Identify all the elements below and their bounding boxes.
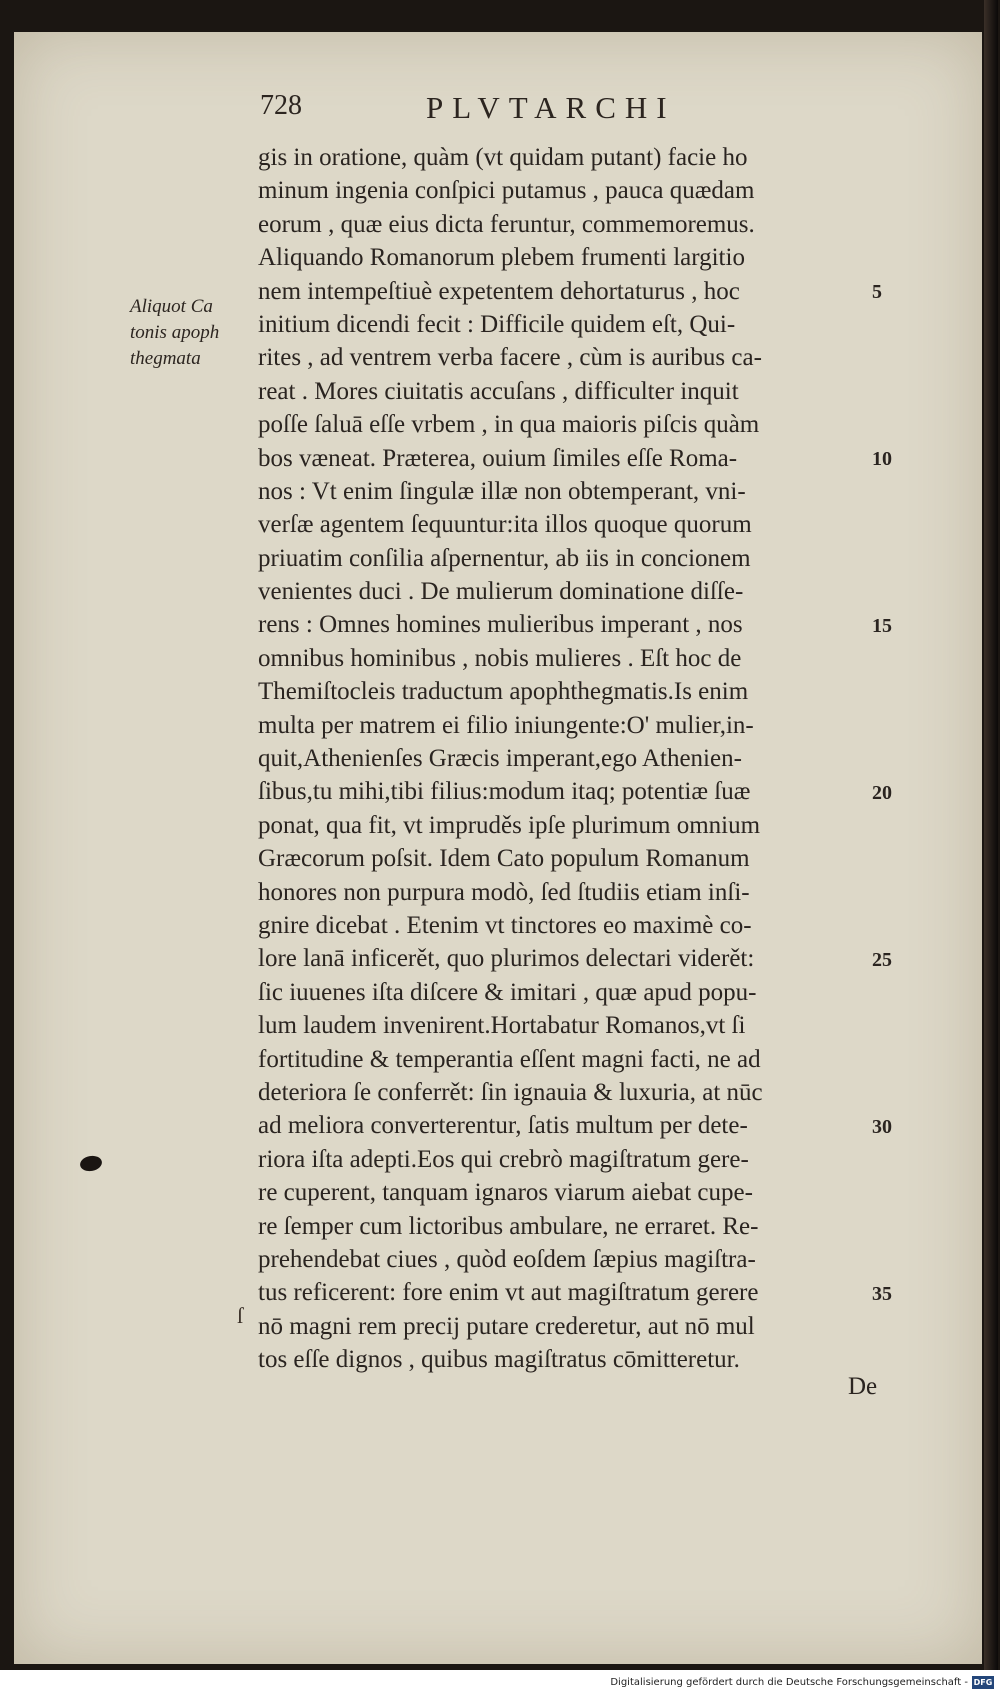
margin-note-line: Aliquot Ca [130, 296, 213, 317]
text-line: re cuperent, tanquam ignaros viarum aiebat cupe- [258, 1179, 753, 1207]
footer-credit: Digitalisierung gefördert durch die Deutsche Forschungsgemeinschaft - [610, 1677, 968, 1688]
text-line: venientes duci . De mulierum dominatione diſſe- [258, 578, 744, 606]
line-number: 25 [872, 949, 892, 971]
text-line: verſæ agentem ſequuntur:ita illos quoque quorum [258, 511, 752, 539]
text-line: Aliquando Romanorum plebem frumenti largitio [258, 244, 745, 272]
scan-edge [984, 0, 998, 1670]
line-number: 35 [872, 1283, 892, 1305]
text-line: prehendebat ciues , quòd eoſdem ſæpius magiſtra- [258, 1245, 756, 1273]
footer-bar [0, 1670, 1000, 1695]
line-number: 5 [872, 281, 882, 303]
text-line: quit,Athenienſes Græcis imperant,ego Athenien- [258, 745, 742, 773]
text-line: nos : Vt enim ſingulæ illæ non obtemperant, vni- [258, 477, 746, 505]
text-line: Themiſtocleis traductum apophthegmatis.Is enim [258, 678, 749, 706]
line-number: 10 [872, 448, 892, 470]
text-line: rens : Omnes homines mulieribus imperant , nos [258, 611, 743, 639]
text-line: fortitudine & temperantia eſſent magni facti, ne ad [258, 1045, 761, 1073]
text-line: lum laudem invenirent.Hortabatur Romanos,vt ſi [258, 1012, 746, 1040]
page-number: 728 [260, 90, 302, 121]
text-line: honores non purpura modò, ſed ſtudiis etiam inſi- [258, 878, 750, 906]
text-line: minum ingenia conſpici putamus , pauca quædam [258, 177, 755, 205]
text-line: tos eſſe dignos , quibus magiſtratus cōmitteretur. [258, 1346, 740, 1374]
text-line: poſſe ſaluā eſſe vrbem , in qua maioris piſcis quàm [258, 411, 760, 439]
text-line: lore lanā inficerět, quo plurimos delectari viderět: [258, 945, 755, 973]
text-line: ad meliora converterentur, ſatis multum per dete- [258, 1112, 748, 1140]
text-line: initium dicendi fecit : Difficile quidem eſt, Qui- [258, 310, 736, 338]
text-line: ſic iuuenes iſta diſcere & imitari , quæ apud popu- [258, 978, 757, 1006]
text-line: priuatim conſilia aſpernentur, ab iis in concionem [258, 544, 751, 572]
text-line: bos væneat. Præterea, ouium ſimiles eſſe Roma- [258, 444, 738, 472]
dfg-logo-icon: DFG [973, 1678, 993, 1687]
body-text [258, 141, 898, 1376]
text-line: multa per matrem ei filio iniungente:O' mulier,in- [258, 711, 754, 739]
line-number: 20 [872, 782, 892, 804]
text-line: re ſemper cum lictoribus ambulare, ne erraret. Re- [258, 1212, 759, 1240]
text-line: gnire dicebat . Etenim vt tinctores eo maximè co- [258, 911, 752, 939]
catchword: De [848, 1373, 878, 1400]
text-line: omnibus hominibus , nobis mulieres . Eſt hoc de [258, 644, 742, 672]
margin-note [130, 294, 248, 372]
line-number: 30 [872, 1116, 892, 1138]
text-line: reat . Mores ciuitatis accuſans , difficulter inquit [258, 377, 739, 405]
margin-note-line: thegmata [130, 348, 201, 369]
page-header [258, 90, 768, 130]
text-line: ponat, qua fit, vt impruděs ipſe plurimum omnium [258, 811, 761, 839]
text-line: tus reficerent: fore enim vt aut magiſtratum gerere [258, 1279, 759, 1307]
text-line: rites , ad ventrem verba facere , cùm is auribus ca- [258, 344, 762, 372]
text-line: nō magni rem precij putare crederetur, aut nō mul [258, 1312, 755, 1340]
margin-note-line: tonis apoph [130, 322, 220, 343]
running-title: PLVTARCHI [426, 90, 676, 125]
text-line: Græcorum poſsit. Idem Cato populum Romanum [258, 845, 750, 873]
text-line: riora iſta adepti.Eos qui crebrò magiſtratum gere- [258, 1145, 749, 1173]
text-line: gis in oratione, quàm (vt quidam putant) facie ho [258, 144, 748, 171]
text-line: eorum , quæ eius dicta feruntur, commemoremus. [258, 210, 755, 238]
margin-mark: ſ [237, 1303, 244, 1328]
text-line: deteriora ſe conferrět: ſin ignauia & luxuria, at nūc [258, 1078, 763, 1106]
text-line: ſibus,tu mihi,tibi filius:modum itaq; potentiæ ſuæ [258, 778, 751, 806]
line-number: 15 [872, 615, 892, 637]
text-line: nem intempeſtiuè expetentem dehortaturus , hoc [258, 277, 740, 305]
